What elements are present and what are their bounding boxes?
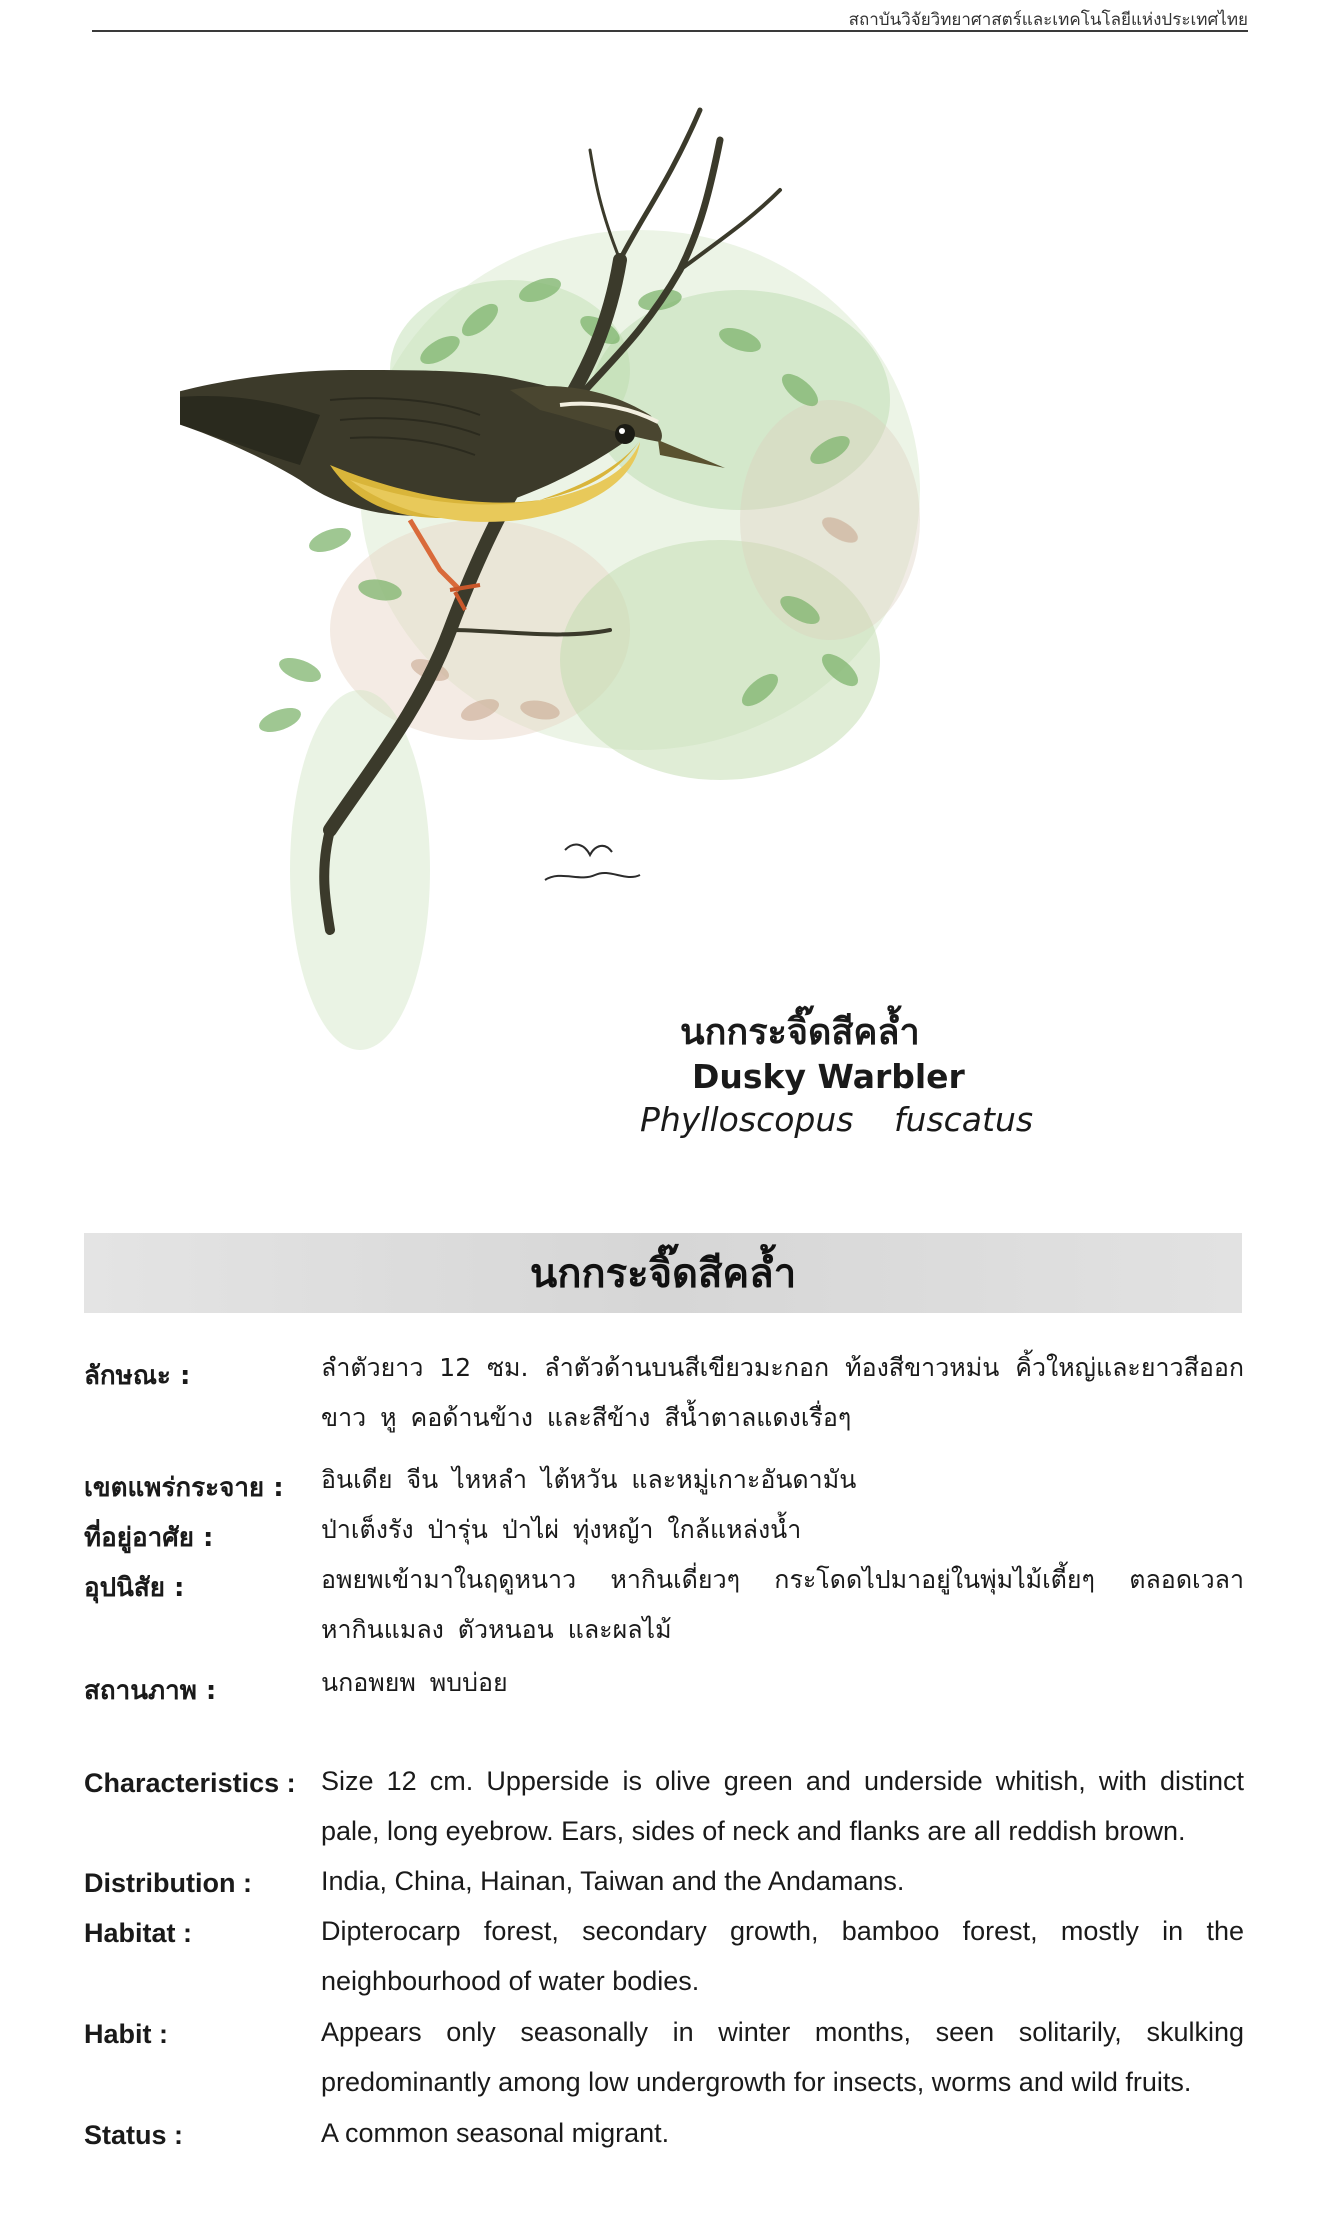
thai-habit-value: อพยพเข้ามาในฤดูหนาว หากินเดี่ยวๆ กระโดดไปมาอยู่ในพุ่มไม้เตี้ยๆ ตลอดเวลาหากินแมลง ตัวหนอน และผลไม้: [321, 1565, 1244, 1644]
header-rule: [92, 30, 1248, 32]
thai-characteristics-label: ลักษณะ :: [84, 1361, 191, 1391]
thai-status-label: สถานภาพ :: [84, 1676, 217, 1706]
caption-english-name: Dusky Warbler: [692, 1057, 965, 1096]
en-status-label: Status :: [84, 2120, 184, 2150]
thai-status-value: นกอพยพ พบบ่อย: [321, 1668, 508, 1697]
en-distribution-value: India, China, Hainan, Taiwan and the Andamans.: [321, 1866, 905, 1896]
en-characteristics-value: Size 12 cm. Upperside is olive green and underside whitish, with distinct pale, long eyebrow. Ears, sides of neck and flanks are all reddish brown.: [321, 1766, 1244, 1846]
section-banner: [84, 1233, 1242, 1313]
banner-title: นกกระจิ๊ดสีคล้ำ: [529, 1251, 797, 1297]
header-institute-name: สถาบันวิจัยวิทยาศาสตร์และเทคโนโลยีแห่งประเทศไทย: [848, 10, 1248, 30]
en-habitat-label: Habitat :: [84, 1918, 192, 1948]
en-distribution-label: Distribution :: [84, 1868, 252, 1898]
en-habitat-value: Dipterocarp forest, secondary growth, bamboo forest, mostly in the neighbourhood of water bodies.: [321, 1916, 1244, 1996]
en-characteristics-label: Characteristics :: [84, 1768, 296, 1798]
en-habit-label: Habit :: [84, 2019, 168, 2049]
foliage: [290, 230, 920, 1050]
caption-scientific-name: Phylloscopus fuscatus: [640, 1100, 1034, 1139]
thai-habit-label: อุปนิสัย :: [84, 1573, 185, 1603]
artist-signature: [545, 845, 640, 880]
thai-habitat-value: ป่าเต็งรัง ป่ารุ่น ป่าไผ่ ทุ่งหญ้า ใกล้แหล่งน้ำ: [321, 1515, 802, 1544]
thai-distribution-value: อินเดีย จีน ไหหลำ ไต้หวัน และหมู่เกาะอันดามัน: [321, 1465, 857, 1494]
caption-thai-name: นกกระจิ๊ดสีคล้ำ: [680, 1012, 920, 1053]
thai-characteristics-value: ลำตัวยาว 12 ซม. ลำตัวด้านบนสีเขียวมะกอก ท้องสีขาวหม่น คิ้วใหญ่และยาวสีออกขาว หู คอด้านข้าง และสีข้าง สีน้ำตาลแดงเรื่อๆ: [321, 1353, 1244, 1432]
thai-distribution-label: เขตแพร่กระจาย :: [84, 1473, 284, 1503]
bird-illustration: [180, 70, 1080, 1200]
thai-habitat-label: ที่อยู่อาศัย :: [84, 1523, 214, 1553]
en-status-value: A common seasonal migrant.: [321, 2118, 670, 2148]
en-habit-value: Appears only seasonally in winter months, seen solitarily, skulking predominantly among low undergrowth for insects, worms and wild fruits.: [321, 2017, 1244, 2097]
